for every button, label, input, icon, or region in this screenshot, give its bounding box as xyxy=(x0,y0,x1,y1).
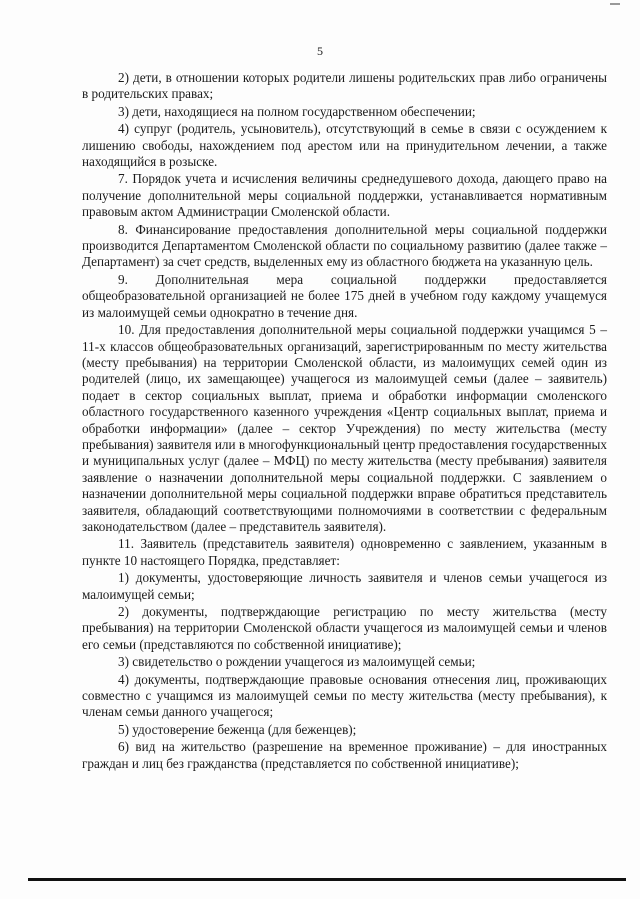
paragraph: 1) документы, удостоверяющие личность заявителя и членов семьи учащегося из малоимущей семьи; xyxy=(82,570,607,602)
paragraph: 5) удостоверение беженца (для беженцев); xyxy=(118,721,357,737)
paragraph: 8. Финансирование предоставления дополнительной меры социальной поддержки производится Департаментом Смоленской области по социальному развитию (далее также – Департамент) за счет средств, выделенных ему из областного бюджета на указанную цель. xyxy=(82,221,607,270)
page-number: 5 xyxy=(317,44,323,58)
paragraph: 7. Порядок учета и исчисления величины среднедушевого дохода, дающего право на получение дополнительной меры социальной поддержки, устанавливается нормативным правовым актом Администрации Смоленской области. xyxy=(82,171,607,220)
paragraph: 6) вид на жительство (разрешение на временное проживание) – для иностранных граждан и лиц без гражданства (представляется по собственной инициативе); xyxy=(82,739,607,771)
paragraph: 3) свидетельство о рождении учащегося из малоимущей семьи; xyxy=(118,654,476,670)
bottom-divider xyxy=(28,878,626,881)
paragraph: 2) дети, в отношении которых родители лишены родительских прав либо ограничены в родительских правах; xyxy=(82,70,607,102)
paragraph: 4) супруг (родитель, усыновитель), отсутствующий в семье в связи с осуждением к лишению свободы, нахождением под арестом или на принудительном лечении, а также находящийся в розыске. xyxy=(82,121,607,170)
document-body xyxy=(82,70,607,773)
paragraph: 9. Дополнительная мера социальной поддержки предоставляется общеобразовательной организацией не более 175 дней в учебном году каждому учащемуся из малоимущей семьи однократно в течение дня. xyxy=(82,271,607,320)
paragraph: 10. Для предоставления дополнительной меры социальной поддержки учащимся 5 – 11-х классов общеобразовательных организаций, зарегистрированным по месту жительства (месту пребывания) на территории Смоленской области, из малоимущих семей один из родителей (лицо, их замещающее) учащегося из малоимущей семьи (далее – заявитель) подает в сектор социальных выплат, приема и обработки информации смоленского областного государственного казенного учреждения «Центр социальных выплат, приема и обработки информации» (далее – сектор Учреждения) по месту жительства (месту пребывания) заявителя или в многофункциональный центр предоставления государственных и муниципальных услуг (далее – МФЦ) по месту жительства (месту пребывания) заявителя заявление о назначении дополнительной меры социальной поддержки. С заявлением о назначении дополнительной меры социальной поддержки вправе обратиться представитель заявителя, обладающий соответствующими полномочиями в соответствии с федеральным законодательством (далее – представитель заявителя). xyxy=(82,322,608,534)
paragraph: 2) документы, подтверждающие регистрацию по месту жительства (месту пребывания) на территории Смоленской области учащегося из малоимущей семьи и членов его семьи (представляются по собственной инициативе); xyxy=(82,604,607,652)
scan-mark xyxy=(610,3,620,5)
paragraph: 4) документы, подтверждающие правовые основания отнесения лиц, проживающих совместно с учащимся из малоимущей семьи по месту жительства (месту пребывания), к членам семьи данного учащегося; xyxy=(82,671,607,720)
paragraph: 3) дети, находящиеся на полном государственном обеспечении; xyxy=(118,103,476,119)
paragraph: 11. Заявитель (представитель заявителя) одновременно с заявлением, указанным в пункте 10 настоящего Порядка, представляет: xyxy=(82,536,607,568)
